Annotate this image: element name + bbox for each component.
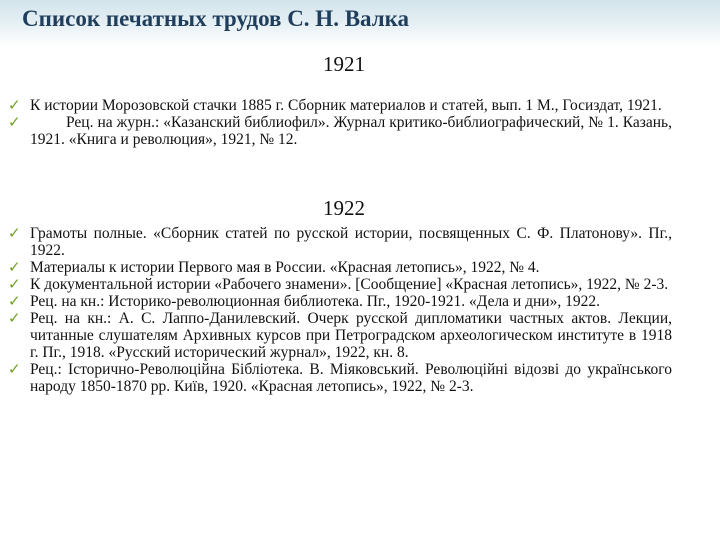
list-item — [8, 114, 672, 148]
list-item — [8, 361, 672, 395]
entry-text: К истории Морозовской стачки 1885 г. Сборник материалов и статей, вып. 1 М., Госиздат, 1921. — [30, 97, 662, 114]
entry-text: Рец. на кн.: А. С. Лаппо-Данилевский. Очерк русской дипломатики частных актов. Лекции, читанные слушателям Архивных курсов при Петроградском археологическом институте в 1918 г. Пг., 1918. «Русский исторический журнал», 1922, кн. 8. — [30, 310, 672, 361]
list-item — [8, 225, 672, 259]
list-item — [8, 293, 672, 310]
year-heading-1921: 1921 — [323, 52, 365, 76]
entry-list-1922 — [8, 225, 672, 395]
checkmark-icon: ✓ — [8, 224, 21, 242]
checkmark-icon: ✓ — [8, 275, 21, 293]
checkmark-icon: ✓ — [8, 96, 21, 114]
checkmark-icon: ✓ — [8, 360, 21, 378]
entry-text: Грамоты полные. «Сборник статей по русской истории, посвященных С. Ф. Платонову». Пг., 1922. — [30, 225, 672, 259]
checkmark-icon: ✓ — [8, 113, 21, 131]
list-item — [8, 259, 672, 276]
entry-text: Материалы к истории Первого мая в России. «Красная летопись», 1922, № 4. — [30, 259, 540, 276]
entry-text: Рец.: Історично-Революційна Бібліотека. В. Міяковський. Революційні відозві до українського народу 1850-1870 рр. Київ, 1920. «Красная летопись», 1922, № 2-3. — [30, 361, 672, 395]
list-item — [8, 276, 672, 293]
entry-text: К документальной истории «Рабочего знамени». [Сообщение] «Красная летопись», 1922, № 2-3. — [30, 276, 669, 293]
checkmark-icon: ✓ — [8, 258, 21, 276]
entry-text: Рец. на журн.: «Казанский библиофил». Журнал критико-библиографический, № 1. Казань, 1921. «Книга и революция», 1921, № 12. — [30, 114, 672, 148]
checkmark-icon: ✓ — [8, 292, 21, 310]
list-item — [8, 310, 672, 361]
page-title: Список печатных трудов С. Н. Валка — [22, 6, 410, 31]
list-item — [8, 97, 672, 114]
year-heading-1922: 1922 — [323, 196, 365, 220]
checkmark-icon: ✓ — [8, 309, 21, 327]
entry-list-1921 — [8, 97, 672, 148]
entry-text: Рец. на кн.: Историко-революционная библиотека. Пг., 1920-1921. «Дела и дни», 1922. — [30, 293, 600, 310]
